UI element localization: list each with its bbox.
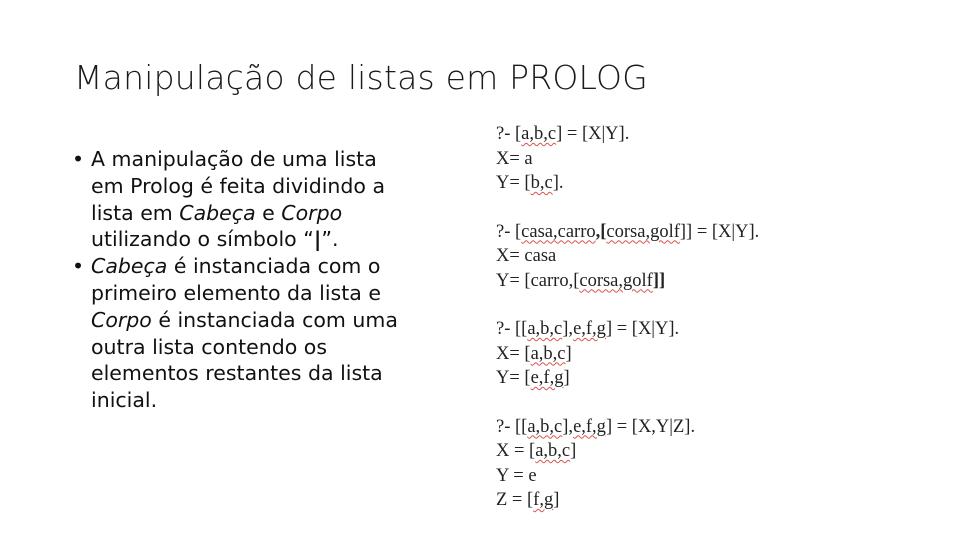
code-text: ,[ [595, 221, 607, 242]
code-text: ], [562, 319, 574, 339]
code-text: X = [ [496, 441, 536, 461]
code-text: ] = [X|Y]. [605, 319, 680, 339]
term-cabeca: Cabeça [91, 254, 168, 279]
code-text: ], [562, 416, 574, 437]
code-text: a,b,c [527, 416, 563, 437]
example-block-3 [496, 317, 759, 391]
result-line [496, 488, 759, 513]
code-text: ] [563, 368, 570, 388]
result-line: Y = e [496, 465, 537, 486]
code-text: corsa,golf [606, 221, 680, 242]
result-line [496, 366, 759, 391]
code-text: X= [ [496, 343, 531, 364]
pipe-symbol: | [313, 227, 322, 252]
example-block-2 [496, 220, 759, 294]
code-text: e,f,g [573, 319, 606, 339]
query-line [496, 317, 759, 342]
term-corpo: Corpo [91, 307, 152, 332]
code-text: ] [553, 490, 560, 510]
code-text: Y= [ [496, 173, 531, 193]
code-text: ]] [652, 270, 666, 291]
code-text: ?- [ [496, 221, 522, 242]
code-text: Y= [carro,[ [496, 270, 580, 291]
bullet-text: ”. [321, 227, 339, 252]
example-block-4 [496, 415, 759, 513]
query-line [496, 415, 759, 440]
code-text: a,b,c [521, 124, 557, 144]
code-text: a,b,c [527, 319, 563, 339]
code-text: ] = [X,Y|Z]. [605, 416, 696, 437]
result-line [496, 342, 759, 367]
bullet-text: é instanciada com uma outra lista contendo os elementos restantes da lista inicial. [91, 307, 398, 413]
result-line: X= a [496, 148, 533, 169]
code-text: ?- [[ [496, 319, 528, 339]
bullet-text: e [255, 200, 282, 225]
result-line [496, 269, 759, 294]
code-text: a,b,c [530, 343, 566, 364]
term-corpo: Corpo [281, 200, 343, 225]
bullet-text: é instanciada com o primeiro elemento da lista e [91, 254, 381, 305]
code-text: ?- [[ [496, 416, 528, 437]
code-text: Y= [ [496, 368, 531, 388]
query-line [496, 122, 759, 147]
bullet-dot-icon: • [72, 254, 85, 279]
code-text: ] = [X|Y]. [556, 124, 630, 144]
bullet-list [72, 146, 412, 414]
code-text: e,f,g [573, 416, 606, 437]
code-text: a,b,c [535, 441, 571, 461]
code-text: Z = [ [496, 490, 534, 510]
code-text: casa,carro [521, 221, 596, 242]
code-text: f,g [533, 490, 554, 510]
bullet-dot-icon: • [72, 147, 85, 171]
code-text: ]] = [X|Y]. [679, 221, 760, 242]
bullet-text: A manipulação de uma lista em Prolog é feita dividindo a lista em [91, 147, 386, 225]
code-text: ?- [ [496, 124, 522, 144]
example-block-1 [496, 122, 759, 196]
result-line: X= casa [496, 246, 557, 266]
code-text: corsa,golf [579, 270, 653, 291]
query-line [496, 220, 759, 245]
prolog-examples [496, 122, 759, 537]
code-text: ] [565, 343, 572, 364]
code-text: ]. [552, 173, 564, 193]
result-line [496, 439, 759, 464]
bullet-text: utilizando o símbolo “ [91, 227, 314, 252]
code-text: e,f,g [530, 368, 564, 388]
bullet-item [72, 253, 412, 414]
term-cabeca: Cabeça [179, 200, 256, 225]
result-line [496, 171, 759, 196]
bullet-item [72, 146, 412, 253]
code-text: ] [570, 441, 577, 461]
slide-title: Manipulação de listas em PROLOG [74, 58, 648, 97]
code-text: b,c [530, 173, 553, 193]
